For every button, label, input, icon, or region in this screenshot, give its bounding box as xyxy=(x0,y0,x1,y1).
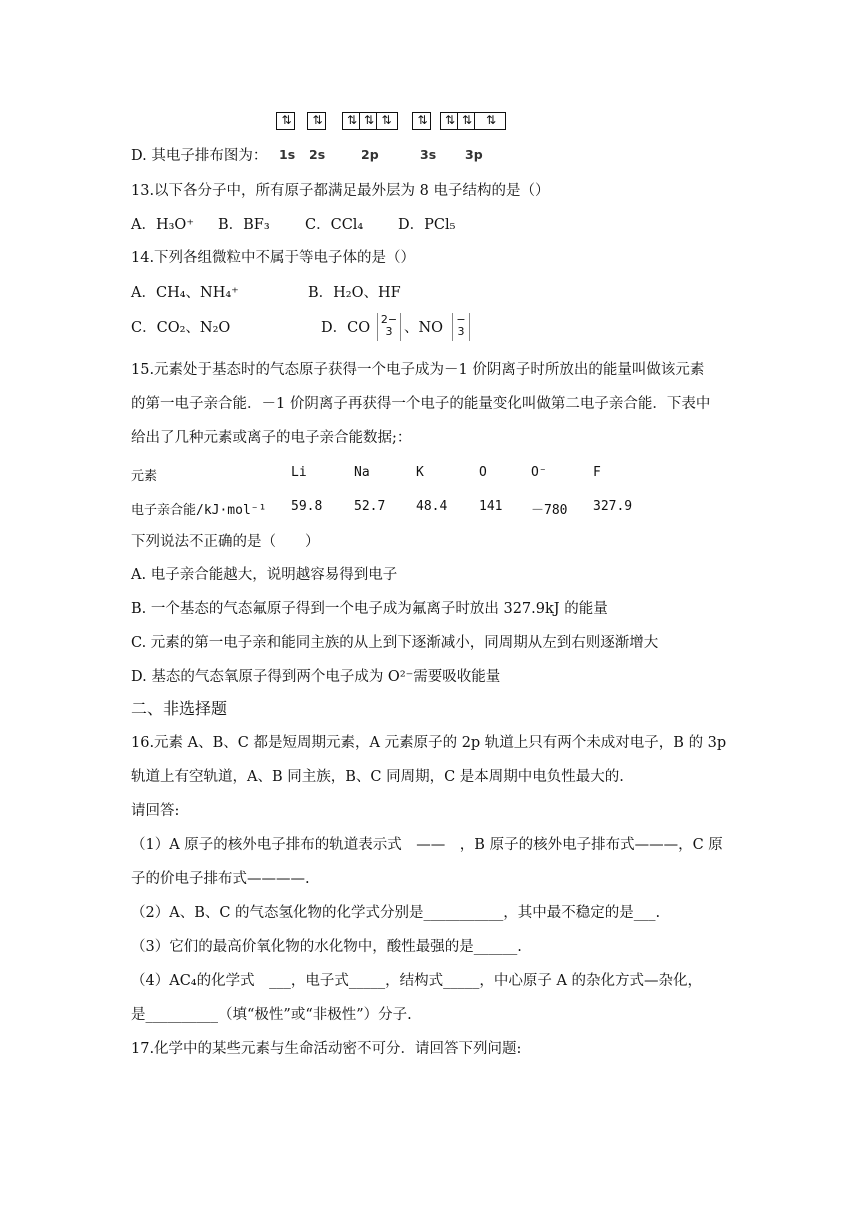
frac1-top: 2− xyxy=(380,313,398,326)
table-element: K xyxy=(416,465,424,480)
question-16-line1: 16.元素 A、B、C 都是短周期元素，A 元素原子的 2p 轨道上只有两个未成对电子，B 的 3p xyxy=(131,735,727,751)
table-element: F xyxy=(593,465,601,480)
charge-fraction-1 xyxy=(380,314,398,338)
charge-fraction-2 xyxy=(454,314,468,338)
table-element: Li xyxy=(291,465,307,480)
q13-option-b: B．BF₃ xyxy=(218,217,270,233)
question-17: 17.化学中的某些元素与生命活动密不可分．请回答下列问题: xyxy=(131,1041,522,1057)
q16-sub4-line2: 是__________（填“极性”或“非极性”）分子. xyxy=(131,1007,412,1023)
orbital-cell: ⇅ xyxy=(441,113,458,129)
orbital-label-3s: 3s xyxy=(420,147,437,162)
q13-option-a: A．H₃O⁺ xyxy=(131,217,194,233)
orbital-1s-box xyxy=(276,112,295,130)
section-heading: 二、非选择题 xyxy=(131,699,228,718)
orbital-cell: ⇅ xyxy=(281,113,290,127)
q15-option-a: A. 电子亲合能越大，说明越容易得到电子 xyxy=(131,567,398,583)
q16-sub4-line1: （4）AC₄的化学式 ___，电子式_____，结构式_____，中心原子 A 的杂化方式—杂化， xyxy=(131,973,703,989)
question-16-line2: 轨道上有空轨道，A、B 同主族，B、C 同周期，C 是本周期中电负性最大的. xyxy=(131,769,624,785)
question-15-line3: 给出了几种元素或离子的电子亲合能数据;： xyxy=(131,430,412,446)
question-14: 14.下列各组微粒中不属于等电子体的是（） xyxy=(131,250,416,266)
q14-option-d-mid: 、NO xyxy=(404,320,444,336)
orbital-cell: ⇅ xyxy=(312,113,321,127)
orbital-cell: ⇅ xyxy=(343,113,360,129)
question-15-line1: 15.元素处于基态时的气态原子获得一个电子成为－1 价阴离子时所放出的能量叫做该元素 xyxy=(131,362,705,378)
question-15-line2: 的第一电子亲合能．－1 价阴离子再获得一个电子的能量变化叫做第二电子亲合能．下表中 xyxy=(131,396,711,412)
table-value: 141 xyxy=(479,499,503,514)
orbital-label-2p: 2p xyxy=(361,147,379,162)
table-header-label: 元素 xyxy=(131,469,158,484)
table-value: 59.8 xyxy=(291,499,323,514)
q15-option-c: C. 元素的第一电子亲和能同主族的从上到下逐渐减小，同周期从左到右则逐渐增大 xyxy=(131,635,659,651)
orbital-cell: ⇅ xyxy=(458,113,475,129)
orbital-3s-box xyxy=(412,112,431,130)
q15-option-b: B. 一个基态的气态氟原子得到一个电子成为氟离子时放出 327.9kJ 的能量 xyxy=(131,601,608,617)
table-element: Na xyxy=(354,465,370,480)
q14-option-b: B．H₂O、HF xyxy=(308,285,401,301)
table-value: 327.9 xyxy=(593,499,633,514)
orbital-label-3p: 3p xyxy=(465,147,483,162)
orbital-2p-box xyxy=(342,112,398,130)
q16-sub1-line2: 子的价电子排布式————. xyxy=(131,871,310,887)
orbital-cell: ⇅ xyxy=(417,113,426,127)
frac2-bottom: 3 xyxy=(457,325,465,338)
orbital-2s-box xyxy=(307,112,326,130)
q13-option-c: C．CCl₄ xyxy=(305,217,364,233)
q14-option-d-pre: D．CO xyxy=(321,320,371,336)
question-15-ask: 下列说法不正确的是（ ） xyxy=(131,534,320,550)
q16-sub1-line1: （1）A 原子的核外电子排布的轨道表示式 —— ，B 原子的核外电子排布式———，C 原 xyxy=(131,837,723,853)
table-value: 48.4 xyxy=(416,499,448,514)
orbital-label-1s: 1s xyxy=(279,147,296,162)
table-element: O xyxy=(479,465,487,480)
table-element: O⁻ xyxy=(531,465,547,480)
q15-option-d: D. 基态的气态氧原子得到两个电子成为 O²⁻需要吸收能量 xyxy=(131,669,501,685)
q13-option-d: D．PCl₅ xyxy=(398,217,456,233)
table-value: －780 xyxy=(531,503,568,518)
orbital-label-2s: 2s xyxy=(309,147,326,162)
table-row-label: 电子亲合能/kJ·mol⁻¹ xyxy=(131,503,267,518)
orbital-3p-box xyxy=(440,112,506,130)
orbital-cell: ⇅ xyxy=(360,113,377,129)
table-value: 52.7 xyxy=(354,499,386,514)
question-16-prompt: 请回答: xyxy=(131,803,180,819)
q16-sub2: （2）A、B、C 的气态氢化物的化学式分别是___________，其中最不稳定的是___. xyxy=(131,905,661,921)
frac1-bottom: 3 xyxy=(385,325,393,338)
option-d-q12: D. 其电子排布图为： xyxy=(131,148,268,164)
frac2-top: − xyxy=(456,313,466,326)
q14-option-c: C．CO₂、N₂O xyxy=(131,320,231,336)
question-13: 13.以下各分子中，所有原子都满足最外层为 8 电子结构的是（） xyxy=(131,183,550,199)
q14-option-a: A．CH₄、NH₄⁺ xyxy=(131,285,239,301)
orbital-cell: ⇅ xyxy=(381,113,390,127)
q16-sub3: （3）它们的最高价氧化物的水化物中，酸性最强的是______. xyxy=(131,939,522,955)
orbital-cell: ⇅ xyxy=(485,113,495,127)
